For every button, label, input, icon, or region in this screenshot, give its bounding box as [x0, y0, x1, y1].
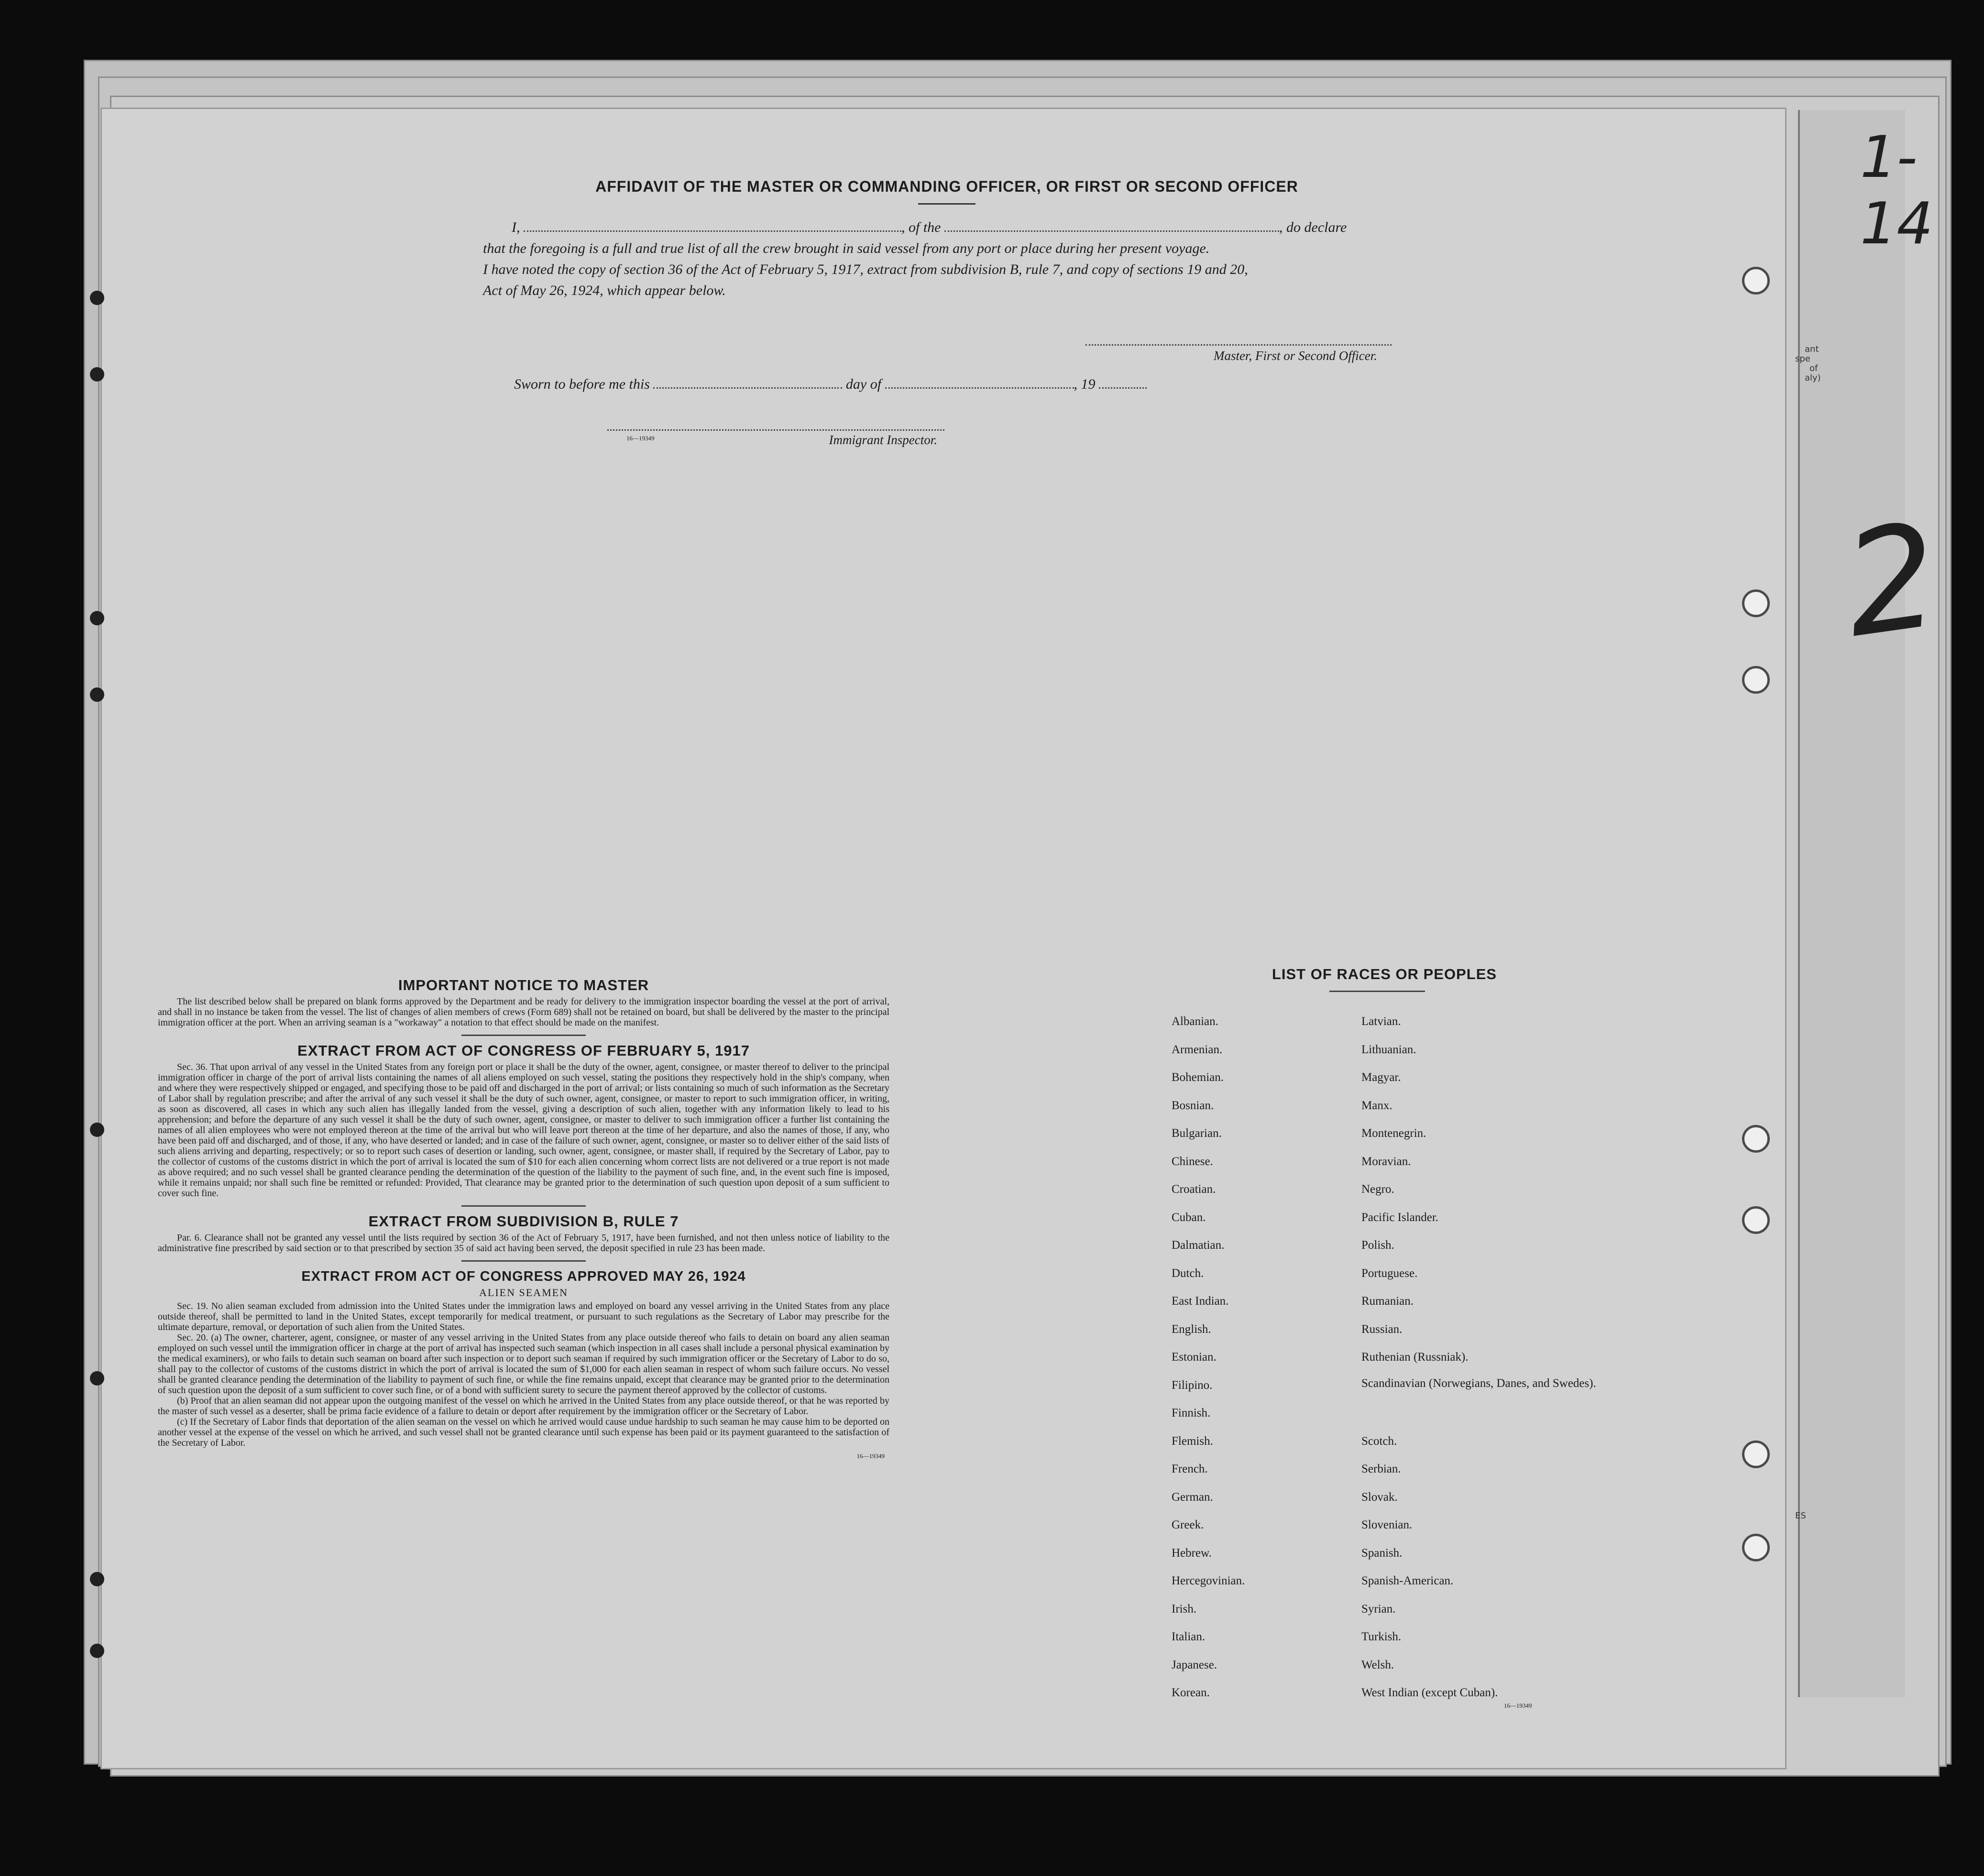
race-item: Korean.	[1172, 1686, 1210, 1699]
master-signature-label: Master, First or Second Officer.	[1214, 349, 1377, 363]
race-item: Bosnian.	[1172, 1099, 1214, 1112]
divider	[461, 1205, 586, 1207]
edge-fragment: of	[1809, 363, 1818, 373]
race-item: Rumanian.	[1361, 1295, 1414, 1308]
race-item: Montenegrin.	[1361, 1127, 1426, 1140]
races-title: LIST OF RACES OR PEOPLES	[1272, 966, 1497, 982]
of-the-label: , of the	[901, 219, 941, 235]
affidavit-declaration-line	[483, 217, 1411, 238]
race-item: Welsh.	[1361, 1658, 1394, 1671]
race-item: Polish.	[1361, 1239, 1394, 1252]
affidavit-text-line: I have noted the copy of section 36 of the Act of February 5, 1917, extract from subdivision B, rule 7, and copy of sections 19 and 20,	[483, 262, 1248, 277]
race-item: Pacific Islander.	[1361, 1211, 1439, 1224]
edge-fragment: spe	[1795, 354, 1810, 364]
race-item: Lithuanian.	[1361, 1043, 1416, 1056]
i-label: I,	[512, 219, 520, 235]
form-number: 16—19349	[1504, 1702, 1532, 1709]
race-item: Magyar.	[1361, 1071, 1401, 1084]
master-signature-block	[1085, 335, 1396, 363]
race-item: Dutch.	[1172, 1266, 1204, 1280]
race-item: Scandinavian (Norwegians, Danes, and Swedes).	[1361, 1376, 1596, 1390]
binder-hole-left	[90, 291, 104, 305]
race-item: Portuguese.	[1361, 1266, 1418, 1280]
binder-hole-right	[1742, 1125, 1770, 1153]
race-item: Turkish.	[1361, 1630, 1402, 1643]
race-item: Italian.	[1172, 1630, 1206, 1643]
race-item: Estonian.	[1172, 1351, 1217, 1363]
race-item: Bulgarian.	[1172, 1127, 1222, 1140]
race-item: Moravian.	[1361, 1155, 1411, 1168]
section-20a-text: Sec. 20. (a) The owner, charterer, agent, consignee, or master of any vessel arriving in the United States from any place outside thereof who fails to detain on board any alien seaman employed on such vessel until the immigration officer in charge at the port of arrival has inspected such seaman (which inspection in all cases shall include a personal physical examination by the medical examiners), or who fails to detain such seaman on board after such inspection or to deport such seaman if required by such immigration officer or the Secretary of Labor to do so, shall pay to the collector of customs of the customs district in which the port of arrival is located the sum of $1,000 for each alien seaman in respect of whom such failure occurs. No vessel shall be granted clearance pending the determination of the liability to payment of such fine, or while the fine remains unpaid, except that clearance may be granted prior to the determination of such question upon the deposit of a sum sufficient to cover such fine, or of a bond with sufficient surety to secure the payment thereof approved by the collector of customs.	[158, 1332, 889, 1396]
race-item: East Indian.	[1172, 1295, 1229, 1308]
section-19-text: Sec. 19. No alien seaman excluded from admission into the United States under the immigration laws and employed on board any vessel arriving in the United States from any place outside thereof, shall be permitted to land in the United States, except temporarily for medical treatment, or pursuant to such regulations as the Secretary of Labor may prescribe for the ultimate departure, removal, or deportation of such alien from the United States.	[158, 1301, 889, 1332]
divider	[1329, 991, 1425, 992]
race-item: Manx.	[1361, 1099, 1392, 1112]
edge-fragment: aly)	[1805, 373, 1821, 383]
race-item: Croatian.	[1172, 1183, 1216, 1196]
race-item: Armenian.	[1172, 1043, 1223, 1056]
race-item: Finnish.	[1172, 1407, 1211, 1419]
legal-notices-column	[158, 977, 889, 1462]
inspector-signature-field[interactable]	[607, 425, 944, 431]
sworn-year-field[interactable]	[1099, 377, 1147, 389]
race-item: Greek.	[1172, 1518, 1204, 1531]
underlying-sheet-edge	[1795, 110, 1905, 1697]
race-item: West Indian (except Cuban).	[1361, 1686, 1498, 1699]
race-item: Cuban.	[1172, 1211, 1206, 1224]
sworn-day-field[interactable]	[653, 377, 842, 389]
race-item: Slovak.	[1361, 1490, 1398, 1504]
binder-hole-right	[1742, 1440, 1770, 1468]
divider	[461, 1035, 586, 1036]
race-item: German.	[1172, 1490, 1213, 1504]
alien-seamen-heading: ALIEN SEAMEN	[479, 1287, 568, 1298]
affidavit-section	[483, 178, 1411, 301]
race-item: English.	[1172, 1322, 1211, 1336]
binder-hole-left	[90, 687, 104, 702]
race-item: Syrian.	[1361, 1602, 1396, 1615]
affidavit-text-line: Act of May 26, 1924, which appear below.	[483, 283, 726, 298]
affidavit-title: AFFIDAVIT OF THE MASTER OR COMMANDING OFFICER, OR FIRST OR SECOND OFFICER	[595, 178, 1298, 195]
race-item: Latvian.	[1361, 1015, 1401, 1028]
binder-hole-left	[90, 1644, 104, 1658]
binder-hole-left	[90, 367, 104, 382]
race-item: Hebrew.	[1172, 1546, 1212, 1560]
races-left-column	[1172, 1008, 1245, 1707]
race-item: Russian.	[1361, 1322, 1403, 1336]
race-item: Dalmatian.	[1172, 1239, 1225, 1252]
extract-1924-title: EXTRACT FROM ACT OF CONGRESS APPROVED MAY 26, 1924	[301, 1269, 746, 1284]
races-list-section	[1162, 966, 1596, 1709]
edge-fragment: ES	[1795, 1511, 1806, 1521]
handwritten-sheet-number: 2	[1834, 491, 1949, 670]
race-item: Negro.	[1361, 1183, 1394, 1196]
extract-rule7-text: Par. 6. Clearance shall not be granted any vessel until the lists required by section 36 of the Act of February 5, 1917, have been furnished, and not then unless notice of liability to the administrative fine prescribed by said section or to that prescribed by section 35 of said act having been served, the deposit specified in rule 23 has been made.	[158, 1232, 889, 1254]
master-name-field[interactable]	[524, 220, 901, 232]
binder-hole-right	[1742, 666, 1770, 694]
edge-fragment: ant	[1805, 344, 1819, 354]
form-number: 16—19349	[626, 435, 655, 442]
affidavit-text-line: that the foregoing is a full and true list of all the crew brought in said vessel from any port or place during her present voyage.	[483, 240, 1210, 256]
inspector-label: Immigrant Inspector.	[829, 433, 937, 447]
extract-1917-text: Sec. 36. That upon arrival of any vessel in the United States from any foreign port or place it shall be the duty of the owner, agent, consignee, or master thereof to deliver to the principal immigration officer in charge of the port of arrival lists containing the names of all aliens employed on such vessel, stating the positions they respectively hold in the ship's company, when and where they were respectively shipped or engaged, and specifying those to be paid off and discharged in the port of arrival; or lists containing so much of such information as the Secretary of Labor shall by regulation prescribe; and after the arrival of any such vessel it shall be the duty of such owner, agent, consignee, or master to report to such immigration officer, in writing, as soon as discovered, all cases in which any such alien has illegally landed from the vessel, giving a description of such alien, together with any information likely to lead to his apprehension; and before the departure of any such vessel it shall be the duty of such owner, agent, consignee, or master to deliver to such immigration officer a further list containing the names of all alien employees who were not employed thereon at the time of the arrival but who will leave port thereon at the time of her departure, and also the names of those, if any, who have been paid off and discharged, and of those, if any, who have deserted or landed; and in case of the failure of such owner, agent, consignee, or master so to deliver either of the said lists of such aliens arriving and departing, respectively; or so to report such cases of desertion or landing, such owner, agent, consignee, or master shall, if required by the Secretary of Labor, pay to the collector of customs of the customs district in which the port of arrival is located the sum of $10 for each alien concerning whom correct lists are not delivered or a true report is not made as above required; and no such vessel shall be granted clearance pending the determination of the question of the liability to the payment of such fine, and, in the event such fine is imposed, while it remains unpaid; nor shall such fine be remitted or refunded: Provided, That clearance may be granted prior to the determination of such question upon deposit of a sum sufficient to cover such fine.	[158, 1062, 889, 1199]
notice-title: IMPORTANT NOTICE TO MASTER	[398, 977, 649, 993]
binder-hole-left	[90, 1371, 104, 1385]
sworn-label: Sworn to before me this	[514, 376, 650, 392]
race-item: Slovenian.	[1361, 1518, 1413, 1531]
binder-hole-right	[1742, 1206, 1770, 1234]
inspector-signature-block	[607, 425, 947, 449]
form-number: 16—19349	[856, 1452, 885, 1460]
sworn-month-field[interactable]	[885, 377, 1074, 389]
race-item: Irish.	[1172, 1602, 1197, 1615]
race-item: Ruthenian (Russniak).	[1361, 1351, 1469, 1363]
race-item: Albanian.	[1172, 1015, 1218, 1028]
binder-hole-right	[1742, 1534, 1770, 1561]
race-item: Spanish-American.	[1361, 1574, 1454, 1587]
race-item: Flemish.	[1172, 1434, 1213, 1448]
notice-text: The list described below shall be prepared on blank forms approved by the Department and be ready for delivery to the immigration inspector boarding the vessel at the port of arrival, and shall in no instance be taken from the vessel. The list of changes of alien members of crews (Form 689) shall not be retained on board, but shall be delivered by the master to the principal immigration officer at the port. When an arriving seaman is a "workaway" a notation to that effect should be made on the manifest.	[158, 996, 889, 1028]
race-item: Chinese.	[1172, 1155, 1213, 1168]
divider	[461, 1260, 586, 1262]
race-item: French.	[1172, 1462, 1208, 1475]
vessel-name-field[interactable]	[944, 220, 1279, 232]
master-signature-field[interactable]	[1085, 335, 1392, 346]
divider	[918, 203, 976, 205]
race-item: Serbian.	[1361, 1462, 1401, 1475]
section-20c-text: (c) If the Secretary of Labor finds that deportation of the alien seaman on the vessel on which he arrived would cause undue hardship to such seaman he may cause him to be deported on another vessel at the expense of the vessel on which he arrived, and such vessel shall not be granted clearance until such expense has been paid or its payment guaranteed to the satisfaction of the Secretary of Labor.	[158, 1417, 889, 1448]
race-item: Japanese.	[1172, 1658, 1217, 1671]
race-item: Bohemian.	[1172, 1071, 1224, 1084]
binder-hole-right	[1742, 267, 1770, 294]
binder-hole-left	[90, 1572, 104, 1586]
section-20b-text: (b) Proof that an alien seaman did not appear upon the outgoing manifest of the vessel on which he arrived in the United States from any place outside thereof, or that he was reported by the master of such vessel as a deserter, shall be prima facie evidence of a failure to detain or deport after requirement by the immigration officer or the Secretary of Labor.	[158, 1396, 889, 1417]
sworn-line	[514, 374, 1147, 395]
do-declare-label: , do declare	[1279, 219, 1347, 235]
day-of-label: day of	[845, 376, 882, 392]
race-item: Hercegovinian.	[1172, 1574, 1245, 1587]
extract-1917-title: EXTRACT FROM ACT OF CONGRESS OF FEBRUARY 5, 1917	[297, 1042, 750, 1059]
race-item: Spanish.	[1361, 1546, 1403, 1560]
extract-rule7-title: EXTRACT FROM SUBDIVISION B, RULE 7	[368, 1213, 679, 1230]
binder-hole-left	[90, 1123, 104, 1137]
year-label: , 19	[1074, 376, 1096, 392]
handwritten-page-number: 1-14	[1860, 124, 1933, 257]
race-item: Filipino.	[1172, 1378, 1213, 1392]
binder-hole-right	[1742, 589, 1770, 617]
race-item: Scotch.	[1361, 1434, 1397, 1448]
races-right-column	[1361, 1008, 1596, 1707]
binder-hole-left	[90, 611, 104, 625]
